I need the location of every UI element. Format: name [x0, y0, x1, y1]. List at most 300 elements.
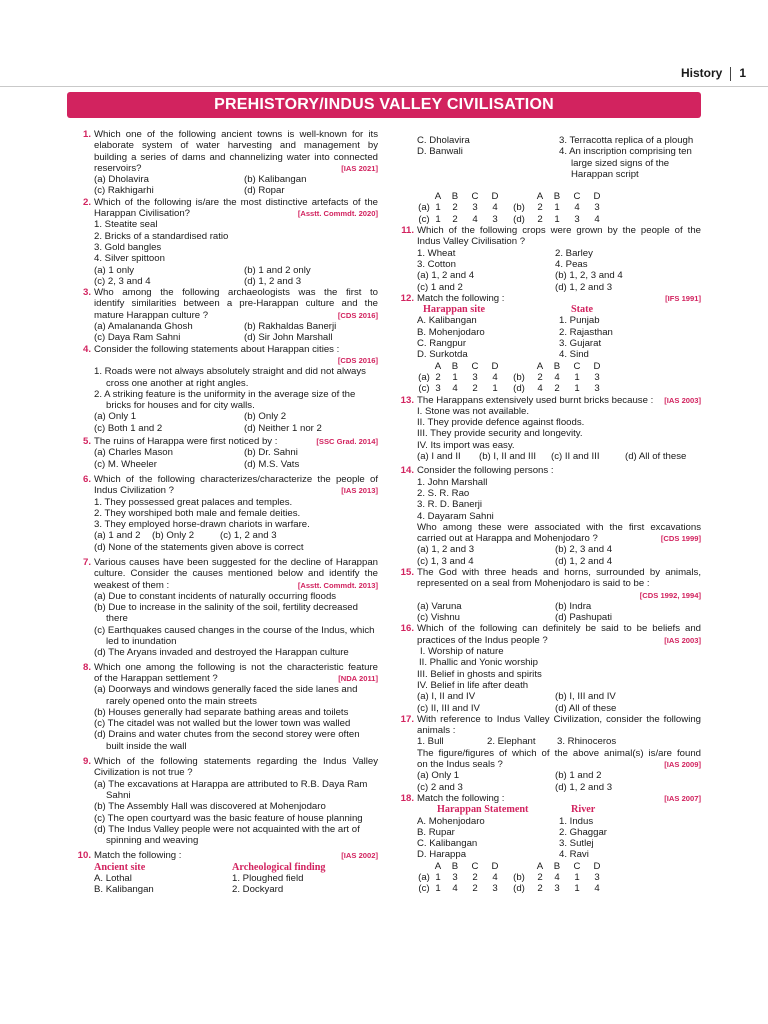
- question-text: The God with three heads and horns, surrounded by animals,: [417, 566, 701, 578]
- code-cell: 3: [472, 202, 478, 214]
- option-a: (a) Due to constant incidents of naturally occurring floods: [94, 590, 337, 602]
- option-d: (d) Pashupati: [555, 612, 613, 624]
- code-cell: (a): [418, 371, 430, 383]
- question-text: Which of the following statements regarding the Indus Valley: [94, 756, 378, 768]
- option-d: (d) The Indus Valley people were not acquainted with the art of spinning and weaving: [94, 823, 360, 847]
- option-b: (b) 2, 3 and 4: [555, 544, 613, 556]
- options: [94, 321, 378, 344]
- question-text: Which of the following can definitely be said to be beliefs and: [417, 623, 701, 635]
- question-text: Indus Valley Civilisation ?: [417, 236, 526, 248]
- exam-source: [IAS 2002]: [341, 851, 378, 861]
- code-cell: (c): [418, 883, 430, 895]
- code-cell: 3: [594, 383, 600, 395]
- question-text: Which of the following is/are the most distinctive artefacts of the: [94, 196, 378, 208]
- answer-codes: [417, 361, 701, 395]
- question-text-end: reservoirs?: [94, 162, 142, 174]
- option-c: (c) The citadel was not walled but the lower town was walled: [94, 718, 351, 730]
- question-number: 14.: [400, 465, 414, 477]
- item: 3. Rhinoceros: [557, 736, 617, 748]
- question-11: [397, 225, 701, 293]
- question-number: 3.: [82, 287, 91, 299]
- code-column-header: D: [593, 360, 601, 372]
- question-9: [74, 756, 378, 846]
- option-a: (a) I, II and IV: [417, 691, 476, 703]
- match-left-item: C. Kalibangan: [417, 838, 478, 850]
- exam-source: [IAS 2013]: [341, 486, 378, 496]
- match-header-left: Ancient site: [94, 861, 146, 873]
- code-cell: 3: [594, 371, 600, 383]
- exam-source: [NDA 2011]: [338, 673, 378, 683]
- page-number: 1: [739, 66, 746, 81]
- option-c: (c) M. Wheeler: [94, 458, 157, 470]
- question-number: 9.: [82, 756, 91, 768]
- exam-source: [CDS 1992, 1994]: [639, 590, 701, 600]
- option-d: (d) 1, 2 and 3: [555, 281, 613, 293]
- code-cell: 3: [574, 213, 580, 225]
- option-a: (a) 1 only: [94, 264, 134, 276]
- question-2: [74, 197, 378, 287]
- match-right-item: 1. Indus: [559, 815, 594, 827]
- exam-source: [CDS 2016]: [337, 310, 378, 320]
- code-cell: 2: [537, 883, 543, 895]
- statement: 2. A striking feature is the uniformity in the average size of the bricks for houses and for city walls.: [94, 388, 356, 412]
- statement: 3. They employed horse-drawn chariots in warfare.: [94, 519, 310, 531]
- code-cell: 1: [435, 872, 441, 883]
- option-a: (a) The excavations at Harappa are attributed to R.B. Daya Ram Sahni: [94, 778, 368, 801]
- match-header-right: River: [571, 804, 596, 816]
- code-cell: 3: [435, 383, 441, 395]
- code-cell: 4: [492, 202, 498, 214]
- statement: 3. Gold bangles: [94, 241, 162, 253]
- code-cell: 4: [492, 872, 498, 883]
- item: 1. Wheat: [417, 247, 456, 259]
- option-b: (b) Rakhaldas Banerji: [244, 321, 337, 333]
- code-cell: 1: [574, 883, 580, 895]
- code-column-header: [417, 861, 431, 872]
- exam-source: [CDS 1999]: [660, 534, 701, 544]
- code-cell: 4: [554, 371, 560, 383]
- code-cell: (d): [513, 213, 525, 225]
- question-text: Which one of the following ancient towns is well-known for its: [94, 129, 378, 140]
- code-column-header: C: [471, 860, 479, 872]
- question-10-continued: [397, 135, 701, 225]
- code-column-header: C: [573, 360, 581, 372]
- match-right-item: 2. Rajasthan: [559, 326, 613, 338]
- code-cell: (b): [513, 202, 525, 214]
- question-text: Consider the following statements about Harappan cities :: [94, 343, 340, 355]
- question-text: [417, 533, 701, 544]
- question-text-end: on the Indus seals ?: [417, 759, 503, 771]
- code-cell: 2: [537, 872, 543, 883]
- match-table: [417, 135, 701, 180]
- option-a: (a) Doorways and windows generally faced the side lanes and rarely opened onto the main streets: [94, 684, 358, 707]
- code-cell: 1: [452, 371, 458, 383]
- code-column-header: A: [536, 360, 544, 372]
- code-cell: 2: [452, 213, 458, 225]
- options: [94, 447, 378, 470]
- code-cell: 4: [452, 383, 458, 395]
- option-d: (d) 1, 2 and 4: [555, 555, 613, 567]
- question-number: 4.: [82, 343, 91, 355]
- answer-codes: [417, 191, 701, 225]
- question-text-end: The Harappans extensively used burnt bricks because :: [417, 394, 654, 406]
- exam-source: [IAS 2021]: [341, 163, 378, 173]
- option-b: (b) Kalibangan: [244, 174, 307, 186]
- question-12: [397, 293, 701, 395]
- option-d: (d) 1, 2 and 3: [555, 781, 613, 793]
- code-cell: (d): [513, 883, 525, 895]
- option-a: (a) Amalananda Ghosh: [94, 321, 193, 333]
- code-column-header: B: [553, 860, 561, 872]
- question-text-end: Match the following :: [94, 850, 182, 862]
- code-cell: 2: [452, 202, 458, 214]
- question-text: [94, 580, 378, 591]
- code-cell: (c): [418, 383, 430, 395]
- statement: I. Worship of nature: [420, 646, 504, 658]
- statement: 1. Roads were not always absolutely straight and did not always cross one another at right angles.: [94, 366, 366, 389]
- code-column-header: [505, 861, 533, 872]
- options: [94, 265, 378, 288]
- question-text: building a series of dams and channelizing water into connected: [94, 151, 378, 163]
- code-column-header: C: [573, 191, 581, 203]
- question-number: 6.: [82, 473, 91, 485]
- code-cell: 2: [435, 371, 441, 383]
- item: 2. Elephant: [487, 736, 536, 748]
- option-a: (a) Varuna: [417, 600, 462, 612]
- match-left-item: B. Rupar: [417, 826, 455, 838]
- code-cell: (b): [513, 872, 525, 883]
- option-c: (c) 1, 3 and 4: [417, 555, 474, 567]
- code-column-header: [505, 361, 533, 372]
- match-right-item: 3. Terracotta replica of a plough: [559, 135, 694, 146]
- option-d: (d) 1, 2 and 3: [244, 275, 302, 287]
- header-rule: [0, 86, 768, 87]
- question-text: identify similarities between a pre-Harappan culture and the: [94, 298, 378, 310]
- header-divider: [730, 67, 731, 81]
- option-a: (a) Only 1: [417, 770, 460, 782]
- question-text-end: The ruins of Harappa were first noticed by :: [94, 436, 278, 448]
- code-cell: 2: [472, 383, 478, 395]
- code-cell: 2: [472, 883, 478, 895]
- match-table: [417, 804, 701, 860]
- question-number: 15.: [400, 566, 414, 578]
- code-cell: 4: [594, 883, 600, 895]
- exam-source: [IAS 2003]: [664, 635, 701, 645]
- match-right-item: 2. Dockyard: [232, 884, 284, 896]
- question-text: Which of the following crops were grown by the people of the: [417, 225, 701, 237]
- code-cell: 1: [574, 371, 580, 383]
- code-cell: 4: [574, 202, 580, 214]
- question-1: [74, 129, 378, 197]
- code-column-header: [505, 191, 533, 202]
- option-c: (c) The open courtyard was the basic feature of house planning: [94, 812, 363, 824]
- question-text: [94, 850, 378, 861]
- option-b: (b) Only 2: [152, 530, 195, 542]
- option-c: (c) 1, 2 and 3: [220, 530, 277, 542]
- question-text: Who among these were associated with the first excavations: [417, 521, 701, 533]
- match-header-left: Harappan site: [423, 304, 485, 316]
- code-cell: 3: [554, 883, 560, 895]
- question-number: 5.: [82, 436, 91, 448]
- option-b: (b) 1, 2, 3 and 4: [555, 270, 623, 282]
- exam-source: [IFS 1991]: [665, 293, 701, 303]
- option-b: (b) Houses generally had separate bathing areas and toilets: [94, 706, 349, 718]
- code-column-header: A: [434, 860, 442, 872]
- match-right-item: 4. Sind: [559, 349, 589, 361]
- option-a: (a) Charles Mason: [94, 447, 173, 459]
- chapter-title: PREHISTORY/INDUS VALLEY CIVILISATION: [67, 92, 701, 118]
- question-16: [397, 623, 701, 713]
- exam-source: [IAS 2003]: [664, 395, 701, 405]
- statement: IV. Its import was easy.: [417, 439, 515, 451]
- item: 2. Barley: [555, 247, 593, 259]
- code-column-header: B: [451, 360, 459, 372]
- items: [417, 736, 701, 747]
- question-18: [397, 793, 701, 895]
- options: [417, 270, 701, 293]
- code-column-header: C: [471, 191, 479, 203]
- left-column: [74, 129, 378, 896]
- option-b: (b) I, III and IV: [555, 691, 616, 703]
- code-column-header: D: [491, 860, 499, 872]
- question-text: [94, 436, 378, 447]
- question-text: The figure/figures of which of the above animal(s) is/are found: [417, 747, 701, 759]
- running-header: [681, 66, 746, 82]
- option-a: (a) 1, 2 and 4: [417, 270, 475, 282]
- item: 1. Bull: [417, 736, 444, 748]
- code-column-header: D: [491, 191, 499, 203]
- match-right-item: 3. Gujarat: [559, 338, 602, 350]
- item: 4. Peas: [555, 258, 588, 270]
- exam-source: [IAS 2009]: [664, 760, 701, 770]
- exam-source: [CDS 2016]: [337, 355, 378, 365]
- code-cell: 2: [537, 202, 543, 214]
- code-column-header: A: [434, 191, 442, 203]
- match-left-item: A. Lothal: [94, 873, 132, 884]
- option-c: (c) Rakhigarhi: [94, 185, 154, 197]
- option-d: (d) All of these: [625, 451, 687, 463]
- section-name: History: [680, 66, 723, 81]
- code-cell: 1: [435, 202, 441, 214]
- options: [417, 451, 701, 462]
- code-cell: 1: [554, 213, 560, 225]
- code-column-header: A: [536, 860, 544, 872]
- option-b: (b) Dr. Sahni: [244, 447, 298, 459]
- code-column-header: B: [451, 860, 459, 872]
- question-8: [74, 662, 378, 752]
- question-text: Who among the following archaeologists was the first to: [94, 287, 378, 299]
- answer-codes: [417, 861, 701, 895]
- match-left-item: A. Kalibangan: [417, 315, 477, 327]
- options: [417, 770, 701, 793]
- options: [94, 411, 378, 434]
- option-c: (c) 2, 3 and 4: [94, 275, 151, 287]
- code-cell: 1: [492, 383, 498, 395]
- question-text: culture. Consider the causes mentioned below and identify the: [94, 568, 378, 580]
- code-cell: (a): [418, 202, 430, 214]
- code-cell: 2: [537, 213, 543, 225]
- option-a: (a) 1, 2 and 3: [417, 544, 475, 556]
- statement: III. Belief in ghosts and spirits: [417, 668, 542, 680]
- option-b: (b) Due to increase in the salinity of the soil, fertility decreased there: [94, 602, 358, 625]
- options: [94, 530, 378, 541]
- code-cell: (d): [513, 383, 525, 395]
- options: [417, 544, 701, 567]
- options: [417, 601, 701, 624]
- match-right-item: 1. Ploughed field: [232, 873, 304, 884]
- option-c: (c) Daya Ram Sahni: [94, 332, 181, 344]
- question-text: Which one among the following is not the characteristic feature: [94, 661, 378, 673]
- question-number: 10.: [77, 850, 91, 862]
- code-cell: 3: [452, 872, 458, 883]
- question-text: Consider the following persons :: [417, 465, 554, 477]
- exam-source: [IAS 2007]: [664, 793, 701, 803]
- match-right-item: 4. Ravi: [559, 849, 589, 861]
- statement: 4. Silver spittoon: [94, 253, 165, 265]
- match-right-item: 2. Ghaggar: [559, 826, 608, 838]
- option-a: (a) 1 and 2: [94, 530, 141, 542]
- option-d: (d) All of these: [555, 702, 617, 714]
- code-cell: 1: [574, 383, 580, 395]
- question-text: Which of the following characterizes/characterize the people of: [94, 473, 378, 485]
- question-3: [74, 287, 378, 343]
- option-b: (b) Indra: [555, 600, 592, 612]
- code-cell: 4: [554, 872, 560, 883]
- options: [94, 174, 378, 197]
- match-right-item: 4. An inscription comprising ten large sized signs of the Harappan script: [559, 146, 692, 180]
- question-13: [397, 395, 701, 463]
- question-text: [94, 163, 378, 174]
- option-a: (a) Dholavira: [94, 174, 149, 186]
- code-column-header: C: [471, 360, 479, 372]
- question-10: [74, 850, 378, 895]
- statement: IV. Belief in life after death: [417, 679, 529, 691]
- option-d: (d) The Aryans invaded and destroyed the Harappan culture: [94, 647, 349, 659]
- option-c: (c) Earthquakes caused changes in the course of the Indus, which led to inundation: [94, 624, 375, 648]
- match-header-right: State: [571, 304, 594, 316]
- match-left-item: C. Rangpur: [417, 338, 467, 350]
- question-number: 17.: [400, 713, 414, 725]
- question-text-end: Indus Civilization ?: [94, 485, 174, 497]
- code-cell: (c): [418, 213, 430, 225]
- exam-source: [Asstt. Commdt. 2020]: [297, 209, 378, 219]
- question-5: [74, 436, 378, 470]
- items: [417, 248, 701, 271]
- code-column-header: C: [573, 860, 581, 872]
- option-c: (c) Both 1 and 2: [94, 422, 163, 434]
- question-14: [397, 465, 701, 567]
- code-cell: 1: [574, 872, 580, 883]
- option-d: (d) Neither 1 nor 2: [244, 422, 322, 434]
- question-text: represented on a seal from Mohenjodaro is said to be :: [417, 578, 650, 590]
- question-text: Civilization is not true ?: [94, 767, 193, 779]
- question-17: [397, 714, 701, 793]
- match-left-item: B. Kalibangan: [94, 884, 154, 896]
- question-number: 7.: [82, 556, 91, 568]
- question-text-end: Harappan Civilisation?: [94, 208, 190, 220]
- code-cell: 2: [554, 383, 560, 395]
- question-7: [74, 557, 378, 659]
- code-column-header: A: [536, 191, 544, 203]
- question-text: [94, 310, 378, 321]
- match-table: [417, 304, 701, 360]
- option-c: (c) 2 and 3: [417, 781, 463, 793]
- code-cell: 3: [594, 202, 600, 214]
- code-column-header: D: [593, 860, 601, 872]
- question-text-end: mature Harappan culture ?: [94, 309, 209, 321]
- question-text-end: practices of the Indus people ?: [417, 634, 548, 646]
- statement: 1. Steatite seal: [94, 219, 158, 231]
- option-b: (b) 1 and 2: [555, 770, 602, 782]
- question-text: [94, 673, 378, 684]
- question-text: elaborate system of water harvesting and management by: [94, 140, 378, 152]
- option-c: (c) 1 and 2: [417, 281, 463, 293]
- options: [417, 691, 701, 714]
- option-c: (c) II, III and IV: [417, 702, 480, 714]
- statement: I. Stone was not available.: [417, 405, 529, 417]
- question-number: 11.: [401, 225, 414, 237]
- code-cell: (b): [513, 371, 525, 383]
- statement: II. Phallic and Yonic worship: [419, 657, 538, 669]
- question-number: 12.: [400, 292, 414, 304]
- option-b: (b) I, II and III: [479, 451, 537, 463]
- question-text: [417, 395, 701, 406]
- code-cell: 2: [472, 872, 478, 883]
- option-b: (b) The Assembly Hall was discovered at Mohenjodaro: [94, 801, 326, 813]
- option-d: (d) None of the statements given above is correct: [94, 541, 304, 553]
- code-cell: 3: [472, 371, 478, 383]
- question-number: 16.: [400, 623, 414, 635]
- question-number: 13.: [400, 394, 414, 406]
- code-column-header: D: [491, 360, 499, 372]
- match-left-item: D. Banwali: [417, 146, 463, 158]
- option-d: (d) Sir John Marshall: [244, 332, 333, 344]
- question-number: 2.: [82, 196, 91, 208]
- statement: III. They provide security and longevity.: [417, 428, 583, 440]
- code-cell: 4: [452, 883, 458, 895]
- question-text-end: Match the following :: [417, 292, 505, 304]
- exam-source: [SSC Grad. 2014]: [316, 437, 378, 447]
- option-a: (a) I and II: [417, 451, 461, 463]
- option-b: (b) Only 2: [244, 411, 287, 423]
- match-left-item: A. Mohenjodaro: [417, 815, 485, 827]
- question-text: [417, 635, 701, 646]
- exam-source: [Asstt. Commdt. 2013]: [297, 580, 378, 590]
- question-4: [74, 344, 378, 434]
- question-text: [417, 793, 701, 804]
- question-text: [94, 485, 378, 496]
- code-column-header: D: [593, 191, 601, 203]
- code-cell: (a): [418, 872, 430, 883]
- match-left-item: B. Mohenjodaro: [417, 326, 485, 338]
- code-cell: 1: [435, 213, 441, 225]
- question-15: [397, 567, 701, 623]
- option-d: (d) Ropar: [244, 185, 285, 197]
- question-text: animals :: [417, 725, 456, 737]
- code-column-header: B: [451, 191, 459, 203]
- code-cell: 4: [594, 213, 600, 225]
- question-number: 8.: [82, 661, 91, 673]
- option-d: (d) Drains and water chutes from the second storey were often built inside the wall: [94, 729, 360, 752]
- question-text: [417, 759, 701, 770]
- code-cell: 4: [492, 371, 498, 383]
- statement: 2. They worshiped both male and female deities.: [94, 507, 301, 519]
- code-cell: 3: [492, 213, 498, 225]
- code-column-header: [417, 191, 431, 202]
- match-left-item: C. Dholavira: [417, 135, 470, 146]
- statement: 3. R. D. Banerji: [417, 499, 483, 511]
- code-cell: 1: [554, 202, 560, 214]
